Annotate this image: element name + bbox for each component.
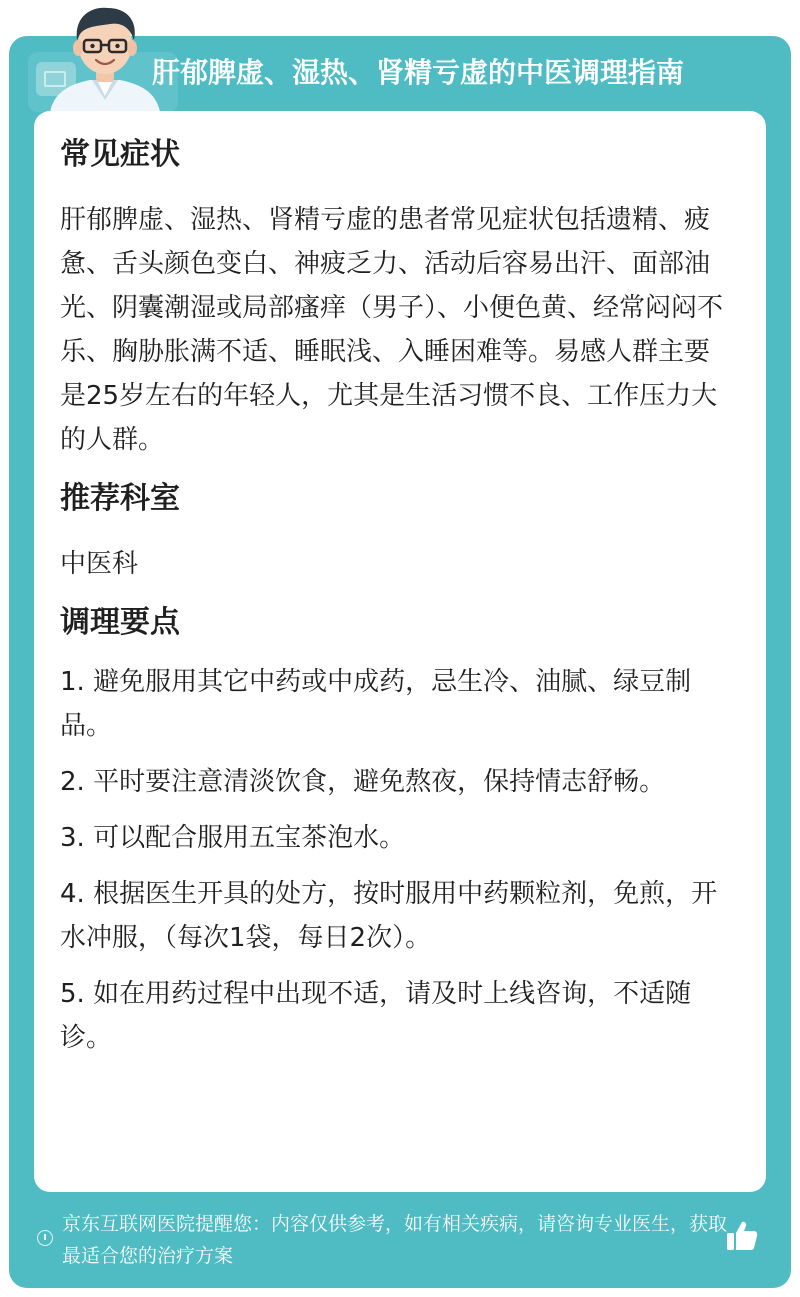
- department-heading: 推荐科室: [60, 481, 180, 516]
- tip-item-2: 2. 平时要注意清淡饮食，避免熬夜，保持情志舒畅。: [60, 767, 666, 797]
- doctor-avatar-icon: [40, 0, 170, 112]
- symptoms-heading: 常见症状: [60, 137, 180, 172]
- tips-list: [60, 660, 726, 1060]
- symptoms-text: 肝郁脾虚、湿热、肾精亏虚的患者常见症状包括遗精、疲惫、舌头颜色变白、神疲乏力、活动后容易出汗、面部油光、阴囊潮湿或局部瘙痒（男子）、小便色黄、经常闷闷不乐、胸胁胀满不适、睡眠浅、入睡困难等。易感人群主要是25岁左右的年轻人，尤其是生活习惯不良、工作压力大的人群。: [60, 205, 724, 455]
- tips-heading: 调理要点: [60, 605, 180, 640]
- department-text: 中医科: [60, 549, 139, 579]
- tip-item-3: 3. 可以配合服用五宝茶泡水。: [60, 823, 406, 853]
- tip-item-5: 5. 如在用药过程中出现不适，请及时上线咨询，不适随诊。: [60, 979, 692, 1053]
- tip-item-4: 4. 根据医生开具的处方，按时服用中药颗粒剂，免煎，开水冲服，（每次1袋，每日2次）。: [60, 879, 718, 953]
- tip-item-1: 1. 避免服用其它中药或中成药，忌生冷、油腻、绿豆制品。: [60, 667, 692, 741]
- content-body: [60, 130, 726, 1072]
- footer-disclaimer: 京东互联网医院提醒您：内容仅供参考，如有相关疾病，请咨询专业医生，获取最适合您的治疗方案: [62, 1213, 728, 1267]
- page-title: 肝郁脾虚、湿热、肾精亏虚的中医调理指南: [152, 56, 685, 89]
- thumbs-up-icon[interactable]: [724, 1218, 760, 1254]
- info-icon: [37, 1230, 53, 1246]
